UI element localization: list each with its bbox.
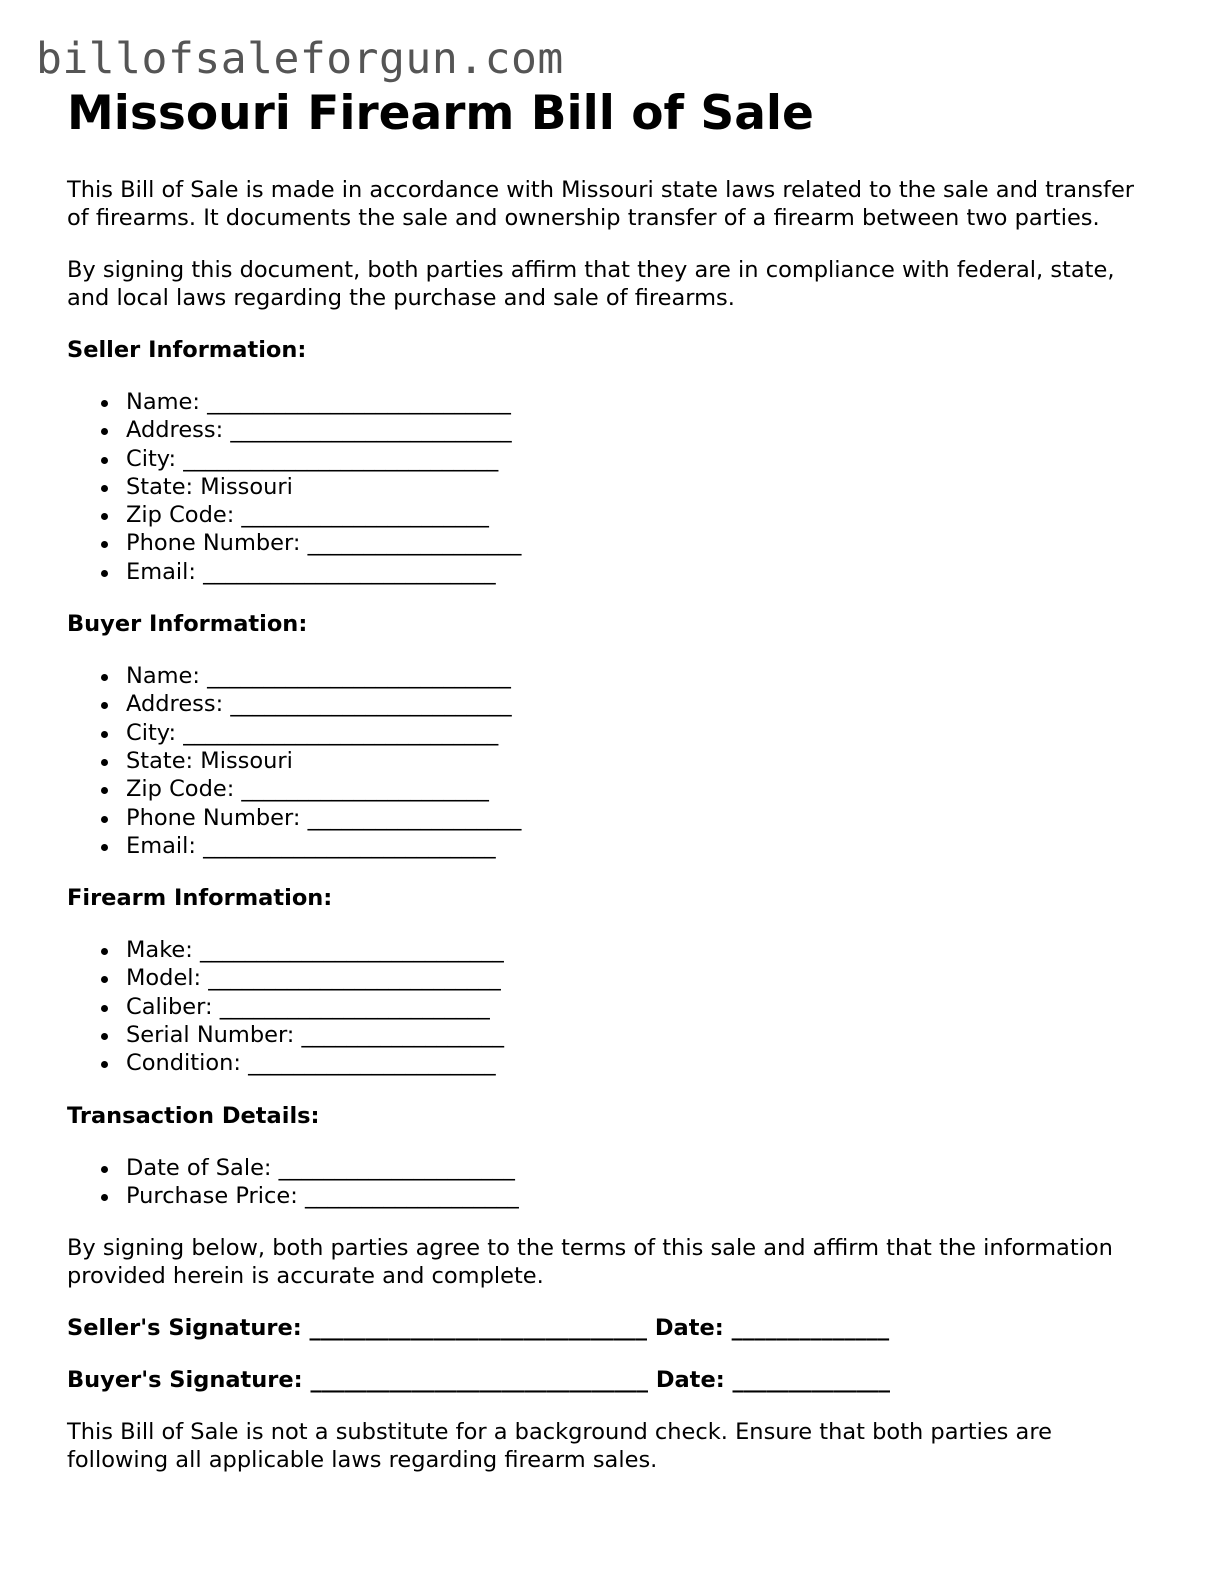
buyer-fields-list xyxy=(67,662,1157,860)
seller-name-field[interactable]: Name: ___________________________ xyxy=(126,388,1157,416)
firearm-model-field[interactable]: Model: __________________________ xyxy=(126,964,1157,992)
date-of-sale-field[interactable]: Date of Sale: _____________________ xyxy=(126,1154,1157,1182)
buyer-state-field: State: Missouri xyxy=(126,747,1157,775)
seller-zip-field[interactable]: Zip Code: ______________________ xyxy=(126,501,1157,529)
seller-signature-line[interactable]: Seller's Signature: ______________________________ Date: ______________ xyxy=(67,1315,890,1342)
buyer-name-field[interactable]: Name: ___________________________ xyxy=(126,662,1157,690)
seller-email-field[interactable]: Email: __________________________ xyxy=(126,558,1157,586)
buyer-city-field[interactable]: City: ____________________________ xyxy=(126,719,1157,747)
firearm-section-heading: Firearm Information: xyxy=(67,885,333,912)
transaction-section-heading: Transaction Details: xyxy=(67,1102,320,1129)
seller-address-field[interactable]: Address: _________________________ xyxy=(126,416,1157,444)
firearm-caliber-field[interactable]: Caliber: ________________________ xyxy=(126,993,1157,1021)
agreement-paragraph: By signing below, both parties agree to the terms of this sale and affirm that the information provided herein is accurate and complete. xyxy=(67,1235,1113,1290)
firearm-make-field[interactable]: Make: ___________________________ xyxy=(126,936,1157,964)
seller-section-heading: Seller Information: xyxy=(67,337,307,363)
firearm-fields-list xyxy=(67,936,1157,1077)
seller-state-field: State: Missouri xyxy=(126,473,1157,501)
watermark: billofsaleforgun.com xyxy=(36,34,564,84)
firearm-serial-field[interactable]: Serial Number: __________________ xyxy=(126,1021,1157,1049)
transaction-fields-list xyxy=(67,1154,1157,1211)
intro-paragraph-2: By signing this document, both parties affirm that they are in compliance with federal, state, and local laws regarding the purchase and sale of firearms. xyxy=(67,257,1115,311)
seller-phone-field[interactable]: Phone Number: ___________________ xyxy=(126,529,1157,557)
document-page xyxy=(67,86,1157,1474)
buyer-address-field[interactable]: Address: _________________________ xyxy=(126,690,1157,718)
seller-city-field[interactable]: City: ____________________________ xyxy=(126,445,1157,473)
buyer-phone-field[interactable]: Phone Number: ___________________ xyxy=(126,804,1157,832)
buyer-section-heading: Buyer Information: xyxy=(67,611,308,638)
buyer-email-field[interactable]: Email: __________________________ xyxy=(126,832,1157,860)
intro-paragraph-1: This Bill of Sale is made in accordance with Missouri state laws related to the sale and transfer of firearms. It documents the sale and ownership transfer of a firearm between two parties. xyxy=(67,177,1135,231)
purchase-price-field[interactable]: Purchase Price: ___________________ xyxy=(126,1182,1157,1210)
firearm-condition-field[interactable]: Condition: ______________________ xyxy=(126,1049,1157,1077)
document-title: Missouri Firearm Bill of Sale xyxy=(67,86,814,141)
buyer-signature-line[interactable]: Buyer's Signature: ______________________________ Date: ______________ xyxy=(67,1367,891,1394)
buyer-zip-field[interactable]: Zip Code: ______________________ xyxy=(126,775,1157,803)
disclaimer-paragraph: This Bill of Sale is not a substitute for a background check. Ensure that both parties are following all applicable laws regarding firearm sales. xyxy=(67,1419,1052,1474)
seller-fields-list xyxy=(67,388,1157,586)
